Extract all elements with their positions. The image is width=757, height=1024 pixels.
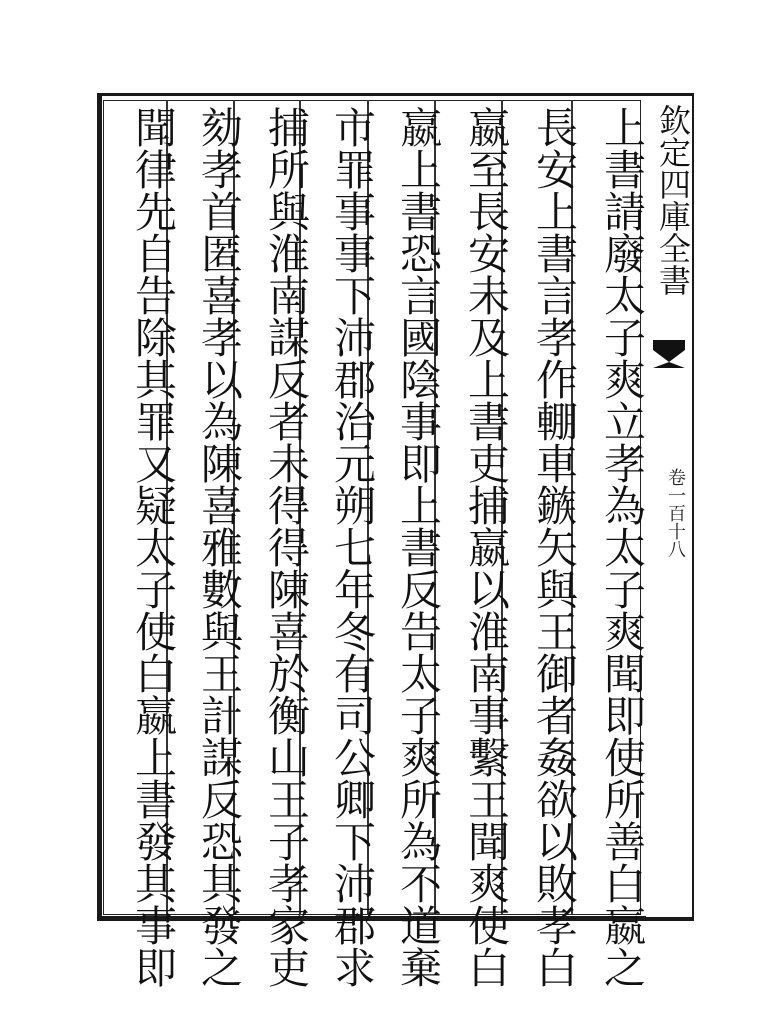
text-column-6: 捕所與淮南謀反者未得得陳喜於衡山王子孝家吏 — [262, 106, 311, 988]
volume-number: 卷一百十八 — [665, 468, 686, 558]
text-column-8: 聞律先自告除其罪又疑太子使白嬴上書發其事即 — [129, 106, 178, 988]
text-column-5: 市罪事事下沛郡治元朔七年冬有司公卿下沛郡求 — [328, 106, 377, 988]
text-column-4: 嬴上書恐言國陰事即上書反告太子爽所為不道棄 — [394, 106, 443, 988]
text-column-2: 長安上書言孝作輣車鏃矢與王御者姦欲以敗孝白 — [530, 106, 579, 988]
text-column-1: 上書請廢太子爽立孝為太子爽聞即使所善白嬴之 — [598, 106, 647, 988]
fish-tail-mark-icon — [651, 336, 687, 370]
text-column-3: 嬴至長安未及上書吏捕嬴以淮南事繫王聞爽使白 — [462, 106, 511, 988]
book-title: 欽定四庫全書 — [654, 104, 692, 296]
text-column-7: 劾孝首匿喜孝以為陳喜雅數與王計謀反恐其發之 — [195, 106, 244, 988]
